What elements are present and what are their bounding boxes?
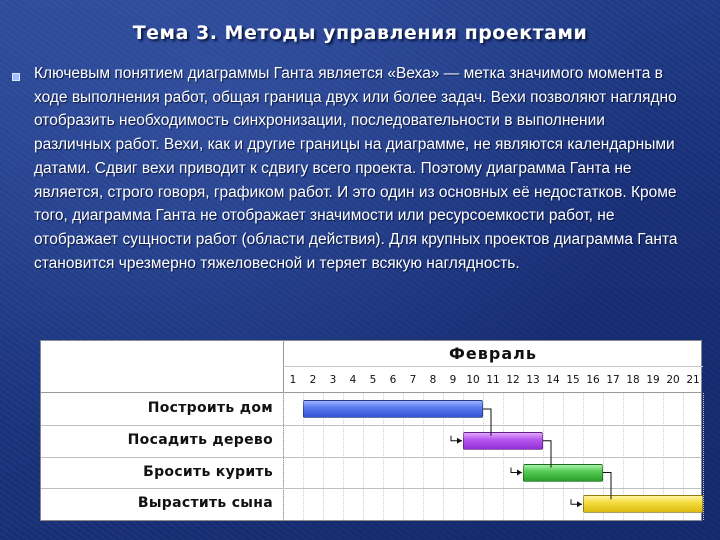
day-number: 20: [666, 374, 680, 386]
day-number: 9: [449, 374, 457, 386]
day-number: 10: [466, 374, 480, 386]
day-number: 5: [369, 374, 377, 386]
day-number: 4: [349, 374, 357, 386]
day-number: 2: [309, 374, 317, 386]
task-label: Вырастить сына: [137, 495, 273, 512]
month-divider: [283, 366, 703, 367]
task-bar[interactable]: [463, 432, 543, 450]
day-scale: [283, 374, 703, 390]
slide-title: Тема 3. Методы управления проектами: [132, 22, 588, 44]
day-number: 16: [586, 374, 600, 386]
arrow-icon: [457, 438, 462, 444]
row-divider: [41, 488, 701, 489]
day-number: 18: [626, 374, 640, 386]
body-paragraph: Ключевым понятием диаграммы Ганта является «Веха» — метка значимого момента в ходе выполнения работ, общая граница двух или более задач. Вехи позволяют наглядно отобразить необходимость синхронизации, последовательности в выполнении различных работ. Вехи, как и другие границы на диаграмме, не являются календарными датами. Сдвиг вехи приводит к сдвигу всего проекта. Поэтому диаграмма Ганта не является, строго говоря, графиком работ. И это один из основных её недостатков. Кроме того, диаграмма Ганта не отображает значимости или ресурсоемкости работ, не отображает сущности работ (области действия). Для крупных проектов диаграмма Ганта становится чрезмерно тяжеловесной и теряет всякую наглядность.: [34, 65, 678, 272]
day-number: 11: [486, 374, 500, 386]
day-number: 13: [526, 374, 540, 386]
day-number: 15: [566, 374, 580, 386]
row-divider: [41, 457, 701, 458]
day-number: 21: [686, 374, 700, 386]
task-bar[interactable]: [303, 400, 483, 418]
day-number: 1: [289, 374, 297, 386]
arrow-icon: [577, 501, 582, 507]
arrow-icon: [517, 470, 522, 476]
day-number: 8: [429, 374, 437, 386]
gantt-chart: [40, 340, 702, 521]
task-label: Посадить дерево: [127, 431, 273, 448]
task-label: Построить дом: [147, 400, 273, 416]
dependency-line: [571, 499, 582, 504]
day-number: 6: [389, 374, 397, 386]
task-label: Бросить курить: [143, 463, 273, 480]
day-number: 17: [606, 374, 620, 386]
task-bar[interactable]: [583, 495, 703, 513]
bullet-icon: [12, 73, 20, 81]
header-divider: [41, 392, 701, 393]
day-number: 14: [546, 374, 560, 386]
task-bar[interactable]: [523, 464, 603, 482]
day-number: 3: [329, 374, 337, 386]
day-number: 7: [409, 374, 417, 386]
task-label-column: [41, 341, 284, 520]
dependency-line: [511, 468, 522, 473]
day-number: 12: [506, 374, 520, 386]
row-divider: [41, 425, 701, 426]
month-header: Февраль: [449, 344, 537, 363]
day-grid-line: [703, 393, 704, 520]
day-number: 19: [646, 374, 660, 386]
dependency-line: [451, 436, 462, 441]
